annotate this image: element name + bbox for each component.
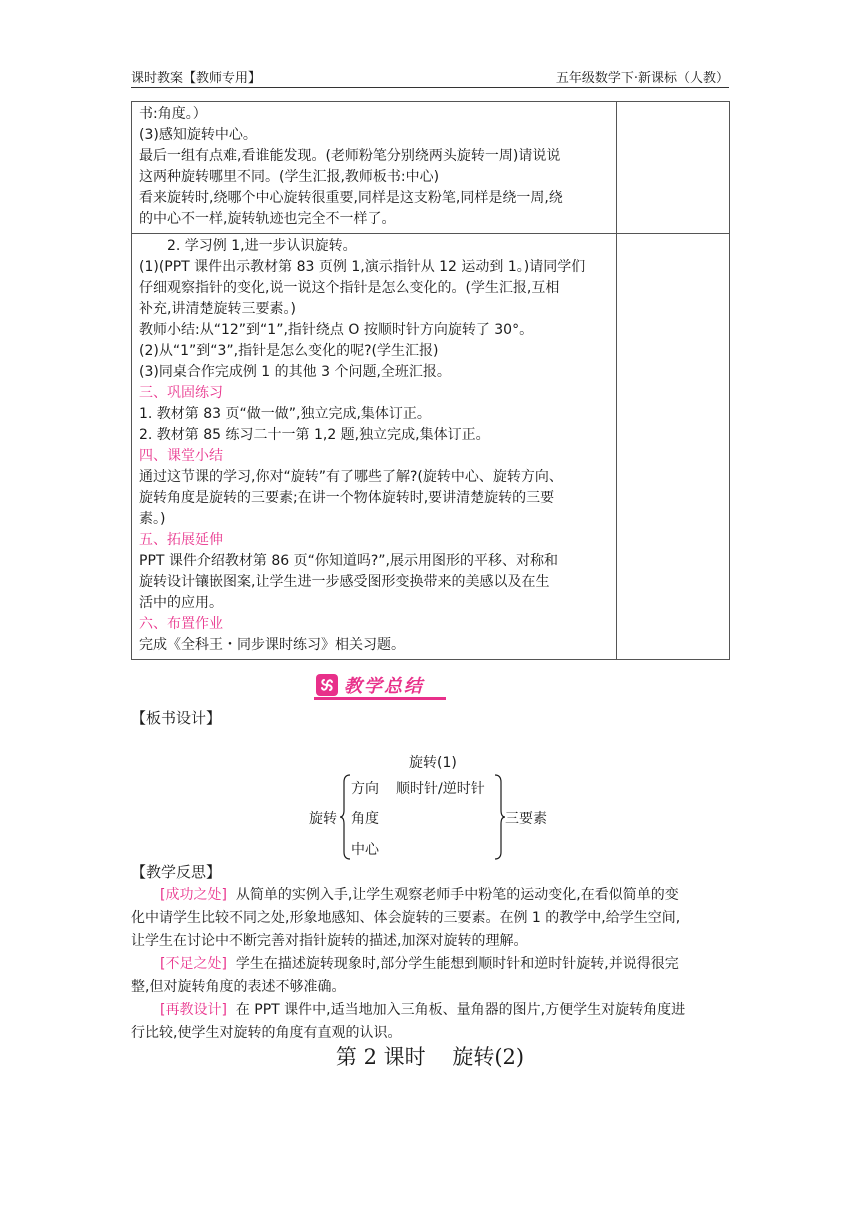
reflection-shortfall [131, 953, 729, 999]
header-rule [131, 87, 729, 88]
text-line: 这两种旋转哪里不同。(学生汇报,教师板书:中心) [139, 169, 440, 185]
text-line: 行比较,使学生对旋转的角度有直观的认识。 [131, 1025, 402, 1041]
text-line: [不足之处] 学生在描述旋转现象时,部分学生能想到顺时针和逆时针旋转,并说得很完 [160, 956, 679, 972]
board-main-label: 旋转 [309, 811, 337, 827]
summary-banner-title: 教学总结 [344, 676, 424, 697]
reflection-heading: 【教学反思】 [131, 863, 222, 881]
text-line: 书:角度。） [139, 106, 207, 122]
text-line: [成功之处] 从简单的实例入手,让学生观察老师手中粉笔的运动变化,在看似简单的变 [160, 887, 679, 903]
lesson-cell-1 [132, 102, 617, 234]
text-line: 教师小结:从“12”到“1”,指针绕点 O 按顺时针方向旋转了 30°。 [139, 322, 534, 338]
summary-banner [314, 672, 446, 700]
shortfall-tag: [不足之处] [160, 956, 227, 972]
text-line: 的中心不一样,旋转轨迹也完全不一样了。 [139, 211, 396, 227]
text-line: 看来旋转时,绕哪个中心旋转很重要,同样是这支粉笔,同样是绕一周,绕 [139, 190, 563, 206]
text-line: 1. 教材第 83 页“做一做”,独立完成,集体订正。 [139, 406, 431, 422]
board-elements-label: 三要素 [505, 811, 547, 827]
board-item-angle: 角度 [351, 811, 379, 827]
text-line: [再教设计] 在 PPT 课件中,适当地加入三角板、量角器的图片,方便学生对旋转角度进 [160, 1002, 686, 1018]
text-line: 补充,讲清楚旋转三要素。) [139, 301, 296, 317]
lesson-cell-2 [132, 234, 617, 660]
section-title-practice: 三、巩固练习 [139, 385, 223, 401]
notes-cell-1 [617, 102, 730, 234]
board-direction-desc: 顺时针/逆时针 [396, 781, 485, 797]
text-line: 最后一组有点难,看谁能发现。(老师粉笔分别绕两头旋转一周)请说说 [139, 148, 561, 164]
notes-cell-2 [617, 234, 730, 660]
text-line: PPT 课件介绍教材第 86 页“你知道吗?”,展示用图形的平移、对称和 [139, 553, 558, 569]
text-line: (3)感知旋转中心。 [139, 127, 257, 143]
text-line: 整,但对旋转角度的表述不够准确。 [131, 979, 346, 995]
text-line: 旋转角度是旋转的三要素;在讲一个物体旋转时,要讲清楚旋转的三要 [139, 490, 555, 506]
text-line: 仔细观察指针的变化,说一说这个指针是怎么变化的。(学生汇报,互相 [139, 280, 560, 296]
text-line: 素。) [139, 511, 166, 527]
reflection-success [131, 884, 729, 953]
text-line: 让学生在讨论中不断完善对指针旋转的描述,加深对旋转的理解。 [131, 933, 528, 949]
reflection-redesign [131, 999, 729, 1045]
text-line: (2)从“1”到“3”,指针是怎么变化的呢?(学生汇报) [139, 343, 439, 359]
table-row [132, 102, 730, 234]
board-title: 旋转(1) [409, 755, 457, 771]
text-line: (3)同桌合作完成例 1 的其他 3 个问题,全班汇报。 [139, 364, 451, 380]
success-tag: [成功之处] [160, 887, 227, 903]
board-item-direction: 方向 [351, 781, 379, 797]
header-right: 五年级数学下·新课标（人教） [555, 71, 729, 86]
header-left: 课时教案【教师专用】 [131, 71, 262, 86]
swirl-icon [316, 674, 338, 696]
text-line: 旋转设计镶嵌图案,让学生进一步感受图形变换带来的美感以及在生 [139, 574, 550, 590]
board-design-heading: 【板书设计】 [131, 709, 222, 727]
text-line: 通过这节课的学习,你对“旋转”有了哪些了解?(旋转中心、旋转方向、 [139, 469, 563, 485]
section-title-homework: 六、布置作业 [139, 616, 223, 632]
text-line: 化中请学生比较不同之处,形象地感知、体会旋转的三要素。在例 1 的教学中,给学生空间, [131, 910, 681, 926]
section-title-extension: 五、拓展延伸 [139, 532, 223, 548]
text-line: 2. 学习例 1,进一步认识旋转。 [167, 238, 357, 254]
lesson-table [131, 101, 730, 660]
next-lesson-title: 第 2 课时 旋转(2) [335, 1045, 525, 1069]
table-row [132, 234, 730, 660]
redesign-tag: [再教设计] [160, 1002, 227, 1018]
section-title-summary: 四、课堂小结 [139, 448, 223, 464]
text-line: 活中的应用。 [139, 595, 223, 611]
text-line: (1)(PPT 课件出示教材第 83 页例 1,演示指针从 12 运动到 1。)请同学们 [139, 259, 586, 275]
text-line: 2. 教材第 85 练习二十一第 1,2 题,独立完成,集体订正。 [139, 427, 490, 443]
text-line: 完成《全科王・同步课时练习》相关习题。 [139, 637, 405, 653]
board-item-center: 中心 [351, 842, 379, 858]
